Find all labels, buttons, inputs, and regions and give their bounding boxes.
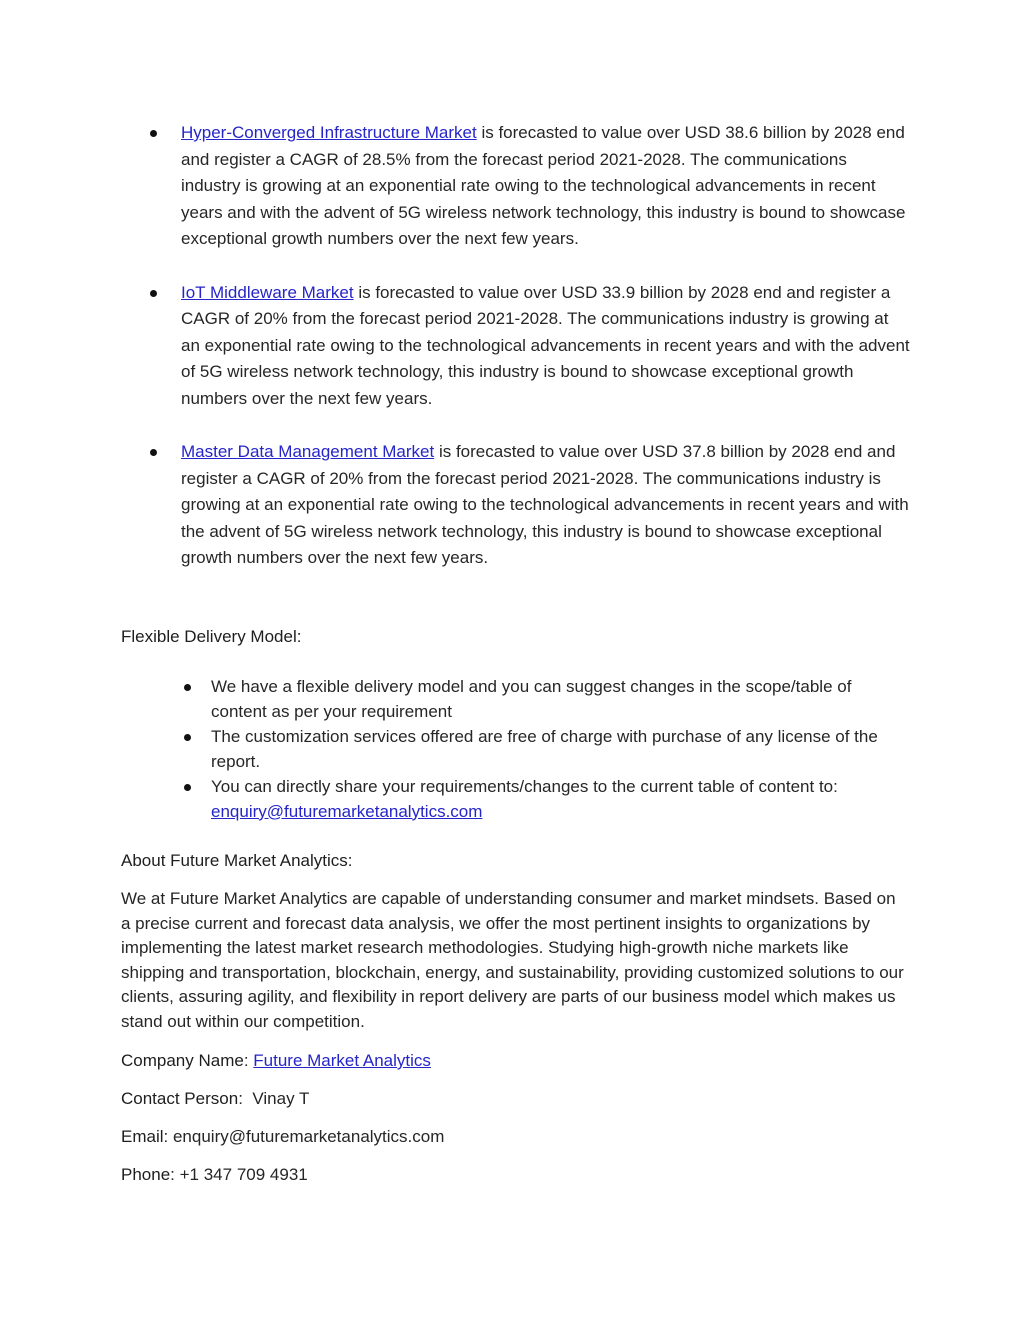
company-line: Company Name: Future Market Analytics	[121, 1051, 431, 1070]
delivery-item	[184, 775, 904, 824]
email-value: enquiry@futuremarketanalytics.com	[172, 1127, 445, 1146]
contact-person-value: Vinay T	[252, 1089, 310, 1108]
email-label: Email	[121, 1127, 164, 1146]
iot-middleware-market-link[interactable]: IoT Middleware Market	[181, 282, 354, 302]
phone-value: +1 347 709 4931	[179, 1165, 308, 1184]
delivery-item	[184, 725, 904, 774]
bullet-icon	[184, 684, 191, 691]
market-list	[150, 120, 910, 599]
company-link[interactable]: Future Market Analytics	[253, 1051, 431, 1070]
email-line: Email: enquiry@futuremarketanalytics.com	[121, 1127, 445, 1146]
enquiry-email-link[interactable]: enquiry@futuremarketanalytics.com	[211, 801, 483, 821]
delivery-item-text: We have a flexible delivery model and you can suggest changes in the scope/table of content as per your requirement	[211, 677, 852, 721]
hci-market-link[interactable]: Hyper-Converged Infrastructure Market	[181, 123, 477, 142]
market-item-mdm	[150, 439, 910, 572]
market-description: is forecasted to value over USD 33.9 billion by 2028 end and register a CAGR of 20% from the forecast period 2021-2028. The communications industry is growing at an exponential rate owing to the technological advancements in recent years and with the advent of 5G wireless network technology, this industry is bound to showcase exceptional growth numbers over the next few years.	[181, 282, 910, 408]
market-item-hci	[150, 120, 910, 253]
phone-line: Phone: +1 347 709 4931	[121, 1165, 308, 1184]
market-description: is forecasted to value over USD 38.6 billion by 2028 end and register a CAGR of 28.5% from the forecast period 2021-2028. The communications industry is growing at an exponential rate owing to the technological advancements in recent years and with the advent of 5G wireless network technology, this industry is bound to showcase exceptional growth numbers over the next few years.	[181, 123, 906, 248]
market-description: is forecasted to value over USD 37.8 billion by 2028 end and register a CAGR of 20% from the forecast period 2021-2028. The communications industry is growing at an exponential rate owing to the technological advancements in recent years and with the advent of 5G wireless network technology, this industry is bound to showcase exceptional growth numbers over the next few years.	[181, 442, 909, 567]
bullet-icon	[150, 449, 157, 456]
delivery-item	[184, 675, 904, 724]
bullet-icon	[150, 130, 157, 137]
phone-label: Phone	[121, 1165, 171, 1184]
delivery-list	[184, 675, 904, 825]
contact-person-label: Contact Person	[121, 1089, 239, 1108]
delivery-item-text: You can directly share your requirements/changes to the current table of content to:	[211, 777, 838, 796]
about-heading: About Future Market Analytics:	[121, 851, 353, 870]
contact-person-line: Contact Person: Vinay T	[121, 1089, 310, 1108]
market-item-iot	[150, 280, 910, 413]
bullet-icon	[184, 734, 191, 741]
about-paragraph: We at Future Market Analytics are capable of understanding consumer and market mindsets. Based on a precise current and forecast data analysis, we offer the most pertinent insights to organizations by implementing the latest market research methodologies. Studying high-growth niche markets like shipping and transportation, blockchain, energy, and sustainability, providing customized solutions to our clients, assuring agility, and flexibility in report delivery are parts of our business model which makes us stand out within our competition.	[121, 889, 904, 1031]
bullet-icon	[150, 290, 157, 297]
company-label: Company Name	[121, 1051, 244, 1070]
delivery-heading: Flexible Delivery Model:	[121, 627, 302, 646]
delivery-item-text: The customization services offered are free of charge with purchase of any license of the report.	[211, 727, 878, 771]
mdm-market-link[interactable]: Master Data Management Market	[181, 442, 435, 461]
bullet-icon	[184, 784, 191, 791]
